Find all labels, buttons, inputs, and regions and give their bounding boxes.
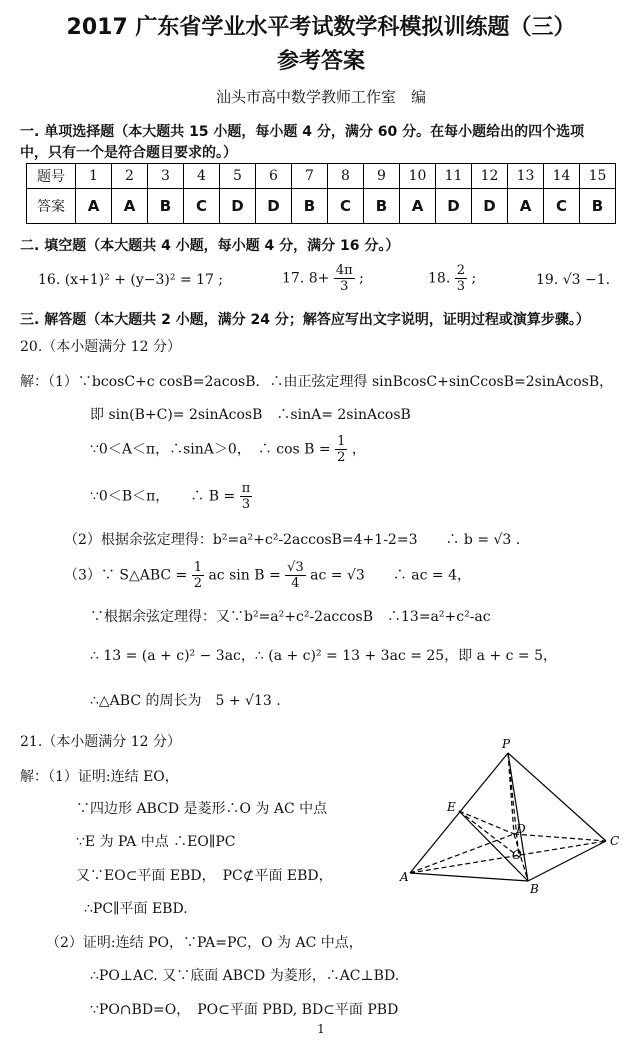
q20-line6 bbox=[64, 560, 471, 591]
q20-title: 20.（本小题满分 12 分） bbox=[20, 339, 181, 355]
question-number: 2 bbox=[112, 164, 148, 189]
edge-BC bbox=[528, 841, 606, 881]
fraction bbox=[192, 560, 204, 591]
answer-cell: A bbox=[400, 189, 436, 224]
table-header-cell: 题号 bbox=[27, 164, 76, 189]
fraction-numerator: 4π bbox=[335, 263, 353, 278]
item-suffix: ; bbox=[471, 270, 477, 287]
fraction bbox=[455, 263, 467, 294]
fraction bbox=[335, 434, 347, 465]
item-number: 19. bbox=[536, 272, 559, 288]
answer-cell: C bbox=[544, 189, 580, 224]
q21-line1: 解：（1）证明:连结 EO， bbox=[20, 769, 179, 785]
question-number: 9 bbox=[364, 164, 400, 189]
section3-heading: 三. 解答题（本大题共 2 小题，满分 24 分；解答应写出文字说明，证明过程或演算步骤。） bbox=[20, 312, 590, 328]
q21-title: 21.（本小题满分 12 分） bbox=[20, 734, 181, 750]
item-number: 17. bbox=[282, 270, 305, 287]
fraction bbox=[334, 263, 355, 294]
question-number: 11 bbox=[436, 164, 472, 189]
figure-label: P bbox=[502, 737, 511, 751]
item-number: 18. bbox=[428, 270, 451, 287]
question-number: 5 bbox=[220, 164, 256, 189]
q20-line8: ∴ 13 = (a + c)² − 3ac，∴ (a + c)² = 13 + 3ac = 25，即 a + c = 5， bbox=[90, 648, 558, 664]
figure-label: A bbox=[400, 870, 409, 884]
q20-line4 bbox=[90, 481, 252, 512]
fraction-denominator: 2 bbox=[337, 450, 346, 465]
fraction-denominator: 3 bbox=[340, 279, 349, 294]
page-number: 1 bbox=[317, 1022, 325, 1036]
fraction-denominator: 2 bbox=[193, 576, 202, 591]
answer-cell: A bbox=[112, 189, 148, 224]
figure-label: D bbox=[516, 822, 526, 836]
edge-PO bbox=[508, 753, 519, 857]
answer-table-row-answers bbox=[27, 189, 616, 224]
q20-line7: ∵根据余弦定理得：又∵b²=a²+c²-2accosB ∴13=a²+c²-ac bbox=[90, 609, 491, 625]
q20-line3-text: ∵0＜A＜π，∴sinA＞0， ∴ cos B = bbox=[90, 441, 331, 458]
question-number: 13 bbox=[508, 164, 544, 189]
section1-heading-cont: 中，只有一个是符合题目要求的。） bbox=[20, 145, 237, 161]
fill-item-19 bbox=[536, 272, 610, 288]
fraction bbox=[240, 481, 253, 512]
q20-line6-mid: ac sin B = bbox=[208, 567, 281, 584]
figure-label: C bbox=[610, 834, 620, 848]
item-answer: √3 −1. bbox=[562, 272, 611, 288]
answer-cell: C bbox=[184, 189, 220, 224]
question-number: 14 bbox=[544, 164, 580, 189]
section1-heading: 一. 单项选择题（本大题共 15 小题，每小题 4 分，满分 60 分。在每小题给出的四个选项 bbox=[20, 124, 585, 140]
answer-cell: D bbox=[256, 189, 292, 224]
question-number: 3 bbox=[148, 164, 184, 189]
question-number: 4 bbox=[184, 164, 220, 189]
figure-label: E bbox=[447, 800, 456, 814]
question-number: 7 bbox=[292, 164, 328, 189]
answer-cell: B bbox=[364, 189, 400, 224]
q20-line5: （2）根据余弦定理得：b²=a²+c²-2accosB=4+1-2=3 ∴ b = √3 . bbox=[64, 532, 521, 548]
pyramid-figure bbox=[398, 735, 633, 895]
fraction bbox=[285, 560, 306, 591]
answer-cell: C bbox=[328, 189, 364, 224]
answer-table bbox=[26, 163, 616, 224]
item-answer: (x+1)² + (y−3)² = 17 ; bbox=[64, 272, 224, 288]
edge-AC bbox=[410, 841, 606, 873]
q20-line6-text: （3）∵ S△ABC = bbox=[64, 567, 188, 584]
q21-line3: ∵E 为 PA 中点 ∴EO∥PC bbox=[76, 834, 236, 850]
edge-AB bbox=[410, 873, 528, 881]
item-prefix: 8+ bbox=[308, 270, 330, 287]
q21-line6: （2）证明:连结 PO，∵PA=PC，O 为 AC 中点， bbox=[46, 935, 363, 951]
question-number: 10 bbox=[400, 164, 436, 189]
answer-cell: D bbox=[436, 189, 472, 224]
fraction-denominator: 3 bbox=[456, 279, 465, 294]
edge-ED bbox=[459, 811, 514, 834]
fill-item-16 bbox=[38, 272, 223, 288]
q20-line2: 即 sin(B+C)= 2sinAcosB ∴sinA= 2sinAcosB bbox=[90, 407, 411, 423]
answer-table-row-numbers bbox=[27, 164, 616, 189]
answer-cell: B bbox=[292, 189, 328, 224]
answer-cell: B bbox=[580, 189, 616, 224]
q20-line4-text: ∵0＜B＜π， ∴ B = bbox=[90, 488, 236, 505]
answer-cell: B bbox=[148, 189, 184, 224]
edge-DC bbox=[514, 834, 606, 841]
document-title: 2017 广东省学业水平考试数学科模拟训练题（三） bbox=[66, 15, 576, 40]
fill-item-18 bbox=[428, 263, 476, 294]
q21-line8: ∵PO∩BD=O， PO⊂平面 PBD, BD⊂平面 PBD bbox=[90, 1002, 399, 1018]
question-number: 8 bbox=[328, 164, 364, 189]
item-suffix: ; bbox=[359, 270, 364, 287]
figure-label: B bbox=[530, 882, 539, 895]
question-number: 15 bbox=[580, 164, 616, 189]
q21-line5: ∴PC∥平面 EBD. bbox=[84, 901, 188, 917]
q21-line4: 又∵EO⊂平面 EBD， PC⊄平面 EBD， bbox=[76, 868, 333, 884]
table-header-cell: 答案 bbox=[27, 189, 76, 224]
q20-line6-suffix: ac = √3 ∴ ac = 4， bbox=[310, 567, 471, 584]
answer-cell: D bbox=[472, 189, 508, 224]
q21-line2: ∵四边形 ABCD 是菱形∴O 为 AC 中点 bbox=[76, 801, 328, 817]
question-number: 6 bbox=[256, 164, 292, 189]
document-subtitle: 参考答案 bbox=[276, 49, 365, 74]
figure-label: O bbox=[512, 848, 522, 862]
q20-line3 bbox=[90, 434, 366, 465]
question-number: 1 bbox=[76, 164, 112, 189]
fill-item-17 bbox=[282, 263, 364, 294]
section2-heading: 二. 填空题（本大题共 4 小题，每小题 4 分，满分 16 分。） bbox=[20, 238, 400, 254]
answer-cell: A bbox=[76, 189, 112, 224]
answer-cell: A bbox=[508, 189, 544, 224]
answer-cell: D bbox=[220, 189, 256, 224]
item-number: 16. bbox=[38, 272, 61, 288]
author-line: 汕头市高中数学教师工作室 编 bbox=[215, 88, 426, 106]
fraction-numerator: 2 bbox=[456, 263, 465, 278]
q20-line3-suffix: ， bbox=[351, 441, 366, 458]
fraction-numerator: √3 bbox=[287, 560, 304, 575]
fraction-numerator: π bbox=[241, 481, 251, 496]
fraction-denominator: 3 bbox=[241, 497, 251, 512]
edge-EO bbox=[459, 811, 519, 857]
question-number: 12 bbox=[472, 164, 508, 189]
fraction-numerator: 1 bbox=[337, 434, 346, 449]
fraction-numerator: 1 bbox=[193, 560, 202, 575]
q20-line9: ∴△ABC 的周长为 5 + √13 . bbox=[90, 693, 281, 709]
q21-line7: ∴PO⊥AC. 又∵底面 ABCD 为菱形，∴AC⊥BD. bbox=[90, 968, 400, 984]
fraction-denominator: 4 bbox=[291, 576, 300, 591]
q20-line1: 解：（1）∵bcosC+c cosB=2acosB．∴由正弦定理得 sinBcosC+sinCcosB=2sinAcosB， bbox=[20, 374, 614, 390]
